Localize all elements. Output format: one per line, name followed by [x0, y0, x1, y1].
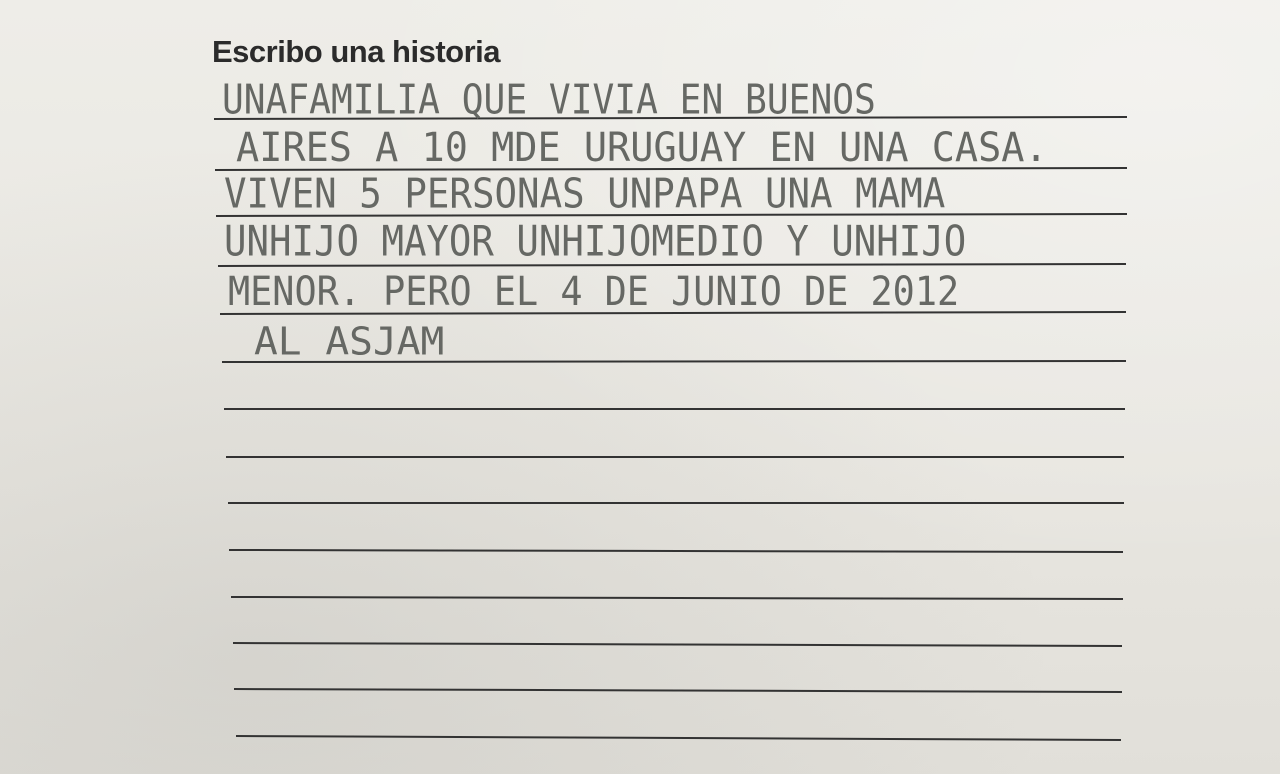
- story-line: UNAFAMILIA QUE VIVIA EN BUENOS: [222, 76, 876, 124]
- ruled-line: [233, 643, 1122, 646]
- story-line: UNHIJO MAYOR UNHIJOMEDIO Y UNHIJO: [224, 217, 967, 267]
- ruled-line: [234, 689, 1122, 692]
- story-line: AIRES A 10 MDE URUGUAY EN UNA CASA.: [236, 125, 1048, 171]
- story-line: MENOR. PERO EL 4 DE JUNIO DE 2012: [228, 269, 960, 315]
- story-line: VIVEN 5 PERSONAS UNPAPA UNA MAMA: [224, 170, 946, 218]
- worksheet-title: Escribo una historia: [212, 34, 501, 69]
- ruled-line: [231, 597, 1123, 599]
- story-line: AL ASJAM: [254, 320, 445, 364]
- ruled-line: [229, 550, 1123, 552]
- ruled-line: [236, 736, 1121, 740]
